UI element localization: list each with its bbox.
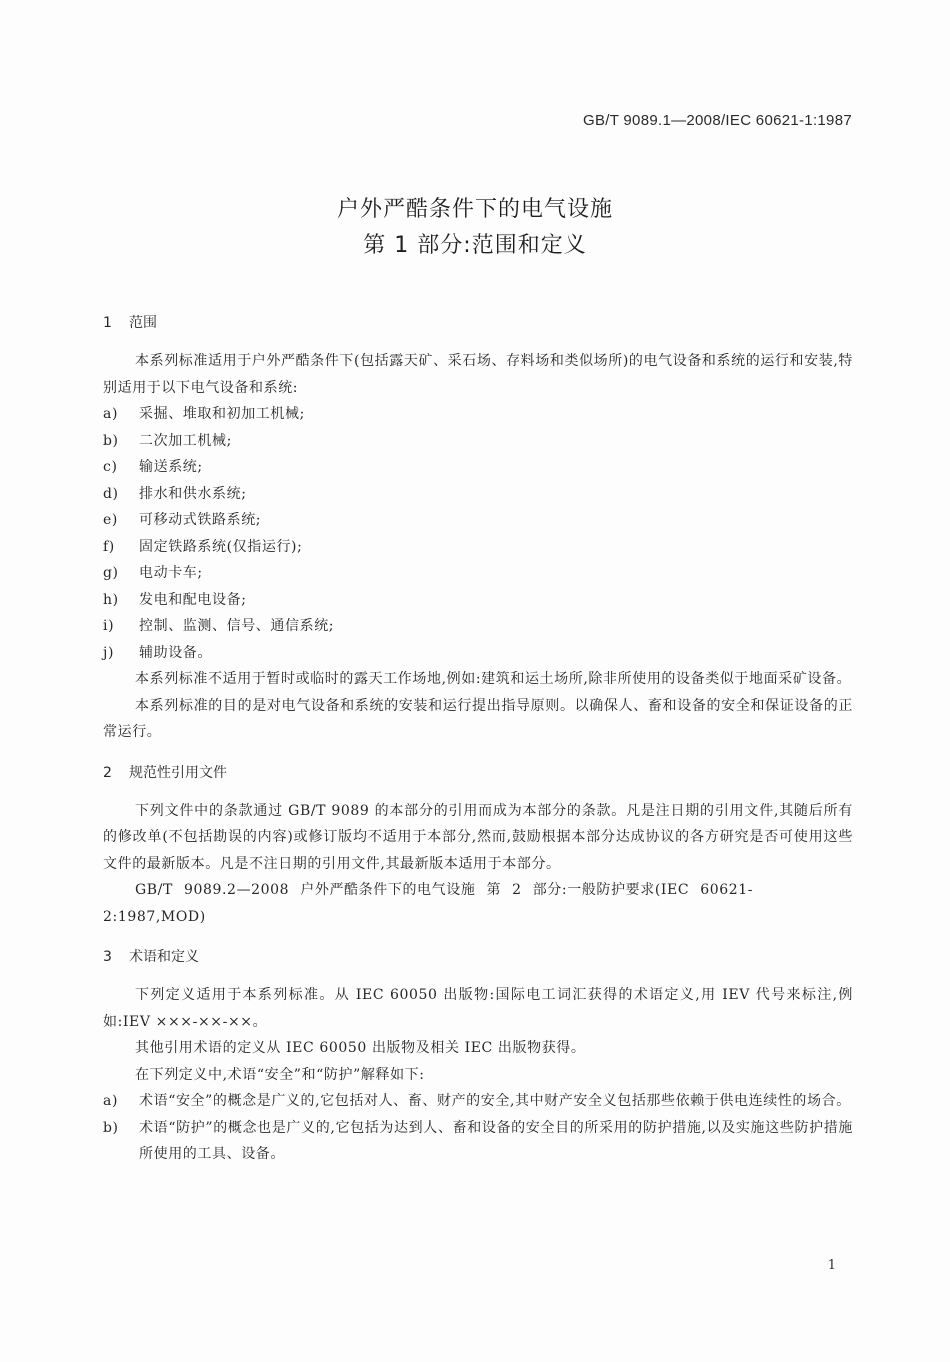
list-text: 辅助设备。 <box>139 644 212 661</box>
list-marker: h) <box>103 591 119 608</box>
section-title: 术语和定义 <box>129 949 199 965</box>
list-item <box>103 401 853 428</box>
section-3-list <box>103 1088 853 1168</box>
section-1-heading <box>103 306 853 340</box>
standard-code: GB/T 9089.1—2008/IEC 60621-1:1987 <box>583 112 852 129</box>
section-1-paragraph-2: 本系列标准不适用于暂时或临时的露天工作场地,例如:建筑和运土场所,除非所使用的设备类似于地面采矿设备。 <box>135 671 852 687</box>
section-3-heading <box>103 940 853 974</box>
list-text: 控制、监测、信号、通信系统; <box>139 618 335 634</box>
title-line-2: 第 1 部分:范围和定义 <box>363 233 587 258</box>
list-marker: e) <box>103 512 118 528</box>
list-marker: i) <box>103 618 115 634</box>
section-1-intro: 本系列标准适用于户外严酷条件下(包括露天矿、采石场、存料场和类似场所)的电气设备和系统的运行和安装,特别适用于以下电气设备和系统: <box>103 353 853 396</box>
list-text: 电动卡车; <box>139 565 203 581</box>
list-marker: a) <box>103 1093 119 1109</box>
section-1-paragraph-3: 本系列标准的目的是对电气设备和系统的安装和运行提出指导原则。以确保人、畜和设备的安全和保证设备的正常运行。 <box>103 697 853 740</box>
section-1-list <box>103 401 853 666</box>
list-item <box>103 613 853 640</box>
list-marker: d) <box>103 485 119 502</box>
section-number: 2 <box>103 764 112 781</box>
list-text: 输送系统; <box>139 459 203 475</box>
list-item <box>103 1115 853 1168</box>
section-2-paragraph-1: 下列文件中的条款通过 GB/T 9089 的本部分的引用而成为本部分的条款。凡是注日期的引用文件,其随后所有的修改单(不包括勘误的内容)或修订版均不适用于本部分,然而,鼓励根据本部分达成协议的各方研究是否可使用这些文件的最新版本。凡是不注日期的引用文件,其最新版本适用于本部分。 <box>103 802 853 872</box>
list-text: 固定铁路系统(仅指运行); <box>139 538 303 555</box>
list-text: 采掘、堆取和初加工机械; <box>139 406 305 422</box>
section-3-paragraph-3: 在下列定义中,术语“安全”和“防护”解释如下: <box>135 1066 425 1083</box>
list-marker: g) <box>103 565 119 581</box>
list-item <box>103 428 853 455</box>
list-item <box>103 587 853 614</box>
list-item <box>103 454 853 481</box>
section-title: 规范性引用文件 <box>129 764 227 781</box>
document-body <box>103 306 853 1168</box>
page-number: 1 <box>827 1258 836 1273</box>
section-3-paragraph-2: 其他引用术语的定义从 IEC 60050 出版物及相关 IEC 出版物获得。 <box>135 1040 586 1056</box>
list-item <box>103 560 853 587</box>
list-text: 排水和供水系统; <box>139 485 247 502</box>
list-text: 发电和配电设备; <box>139 591 247 608</box>
title-line-1: 户外严酷条件下的电气设施 <box>336 197 613 222</box>
list-item <box>103 534 853 561</box>
list-item <box>103 1088 853 1115</box>
list-item <box>103 640 853 667</box>
list-marker: f) <box>103 538 115 555</box>
list-item <box>103 507 853 534</box>
section-number: 1 <box>103 315 112 331</box>
list-marker: a) <box>103 406 119 422</box>
section-2-heading <box>103 756 853 790</box>
list-text: 术语“安全”的概念是广义的,它包括对人、畜、财产的安全,其中财产安全义包括那些依赖于供电连续性的场合。 <box>139 1093 851 1109</box>
list-marker: c) <box>103 459 118 475</box>
list-marker: b) <box>103 432 119 449</box>
normative-reference: GB/T 9089.2—2008 户外严酷条件下的电气设施 第 2 部分:一般防护要求(IEC 60621-2:1987,MOD) <box>103 882 754 925</box>
list-item <box>103 481 853 508</box>
section-3-paragraph-1: 下列定义适用于本系列标准。从 IEC 60050 出版物:国际电工词汇获得的术语定义,用 IEV 代号来标注,例如:IEV ×××-××-××。 <box>103 987 853 1030</box>
list-text: 术语“防护”的概念也是广义的,它包括为达到人、畜和设备的安全目的所采用的防护措施,以及实施这些防护措施所使用的工具、设备。 <box>139 1119 853 1162</box>
list-text: 可移动式铁路系统; <box>139 512 262 528</box>
list-text: 二次加工机械; <box>139 432 232 449</box>
list-marker: b) <box>103 1119 119 1136</box>
document-title <box>0 192 950 264</box>
section-title: 范围 <box>129 315 157 331</box>
section-number: 3 <box>103 949 112 965</box>
list-marker: j) <box>103 644 115 661</box>
